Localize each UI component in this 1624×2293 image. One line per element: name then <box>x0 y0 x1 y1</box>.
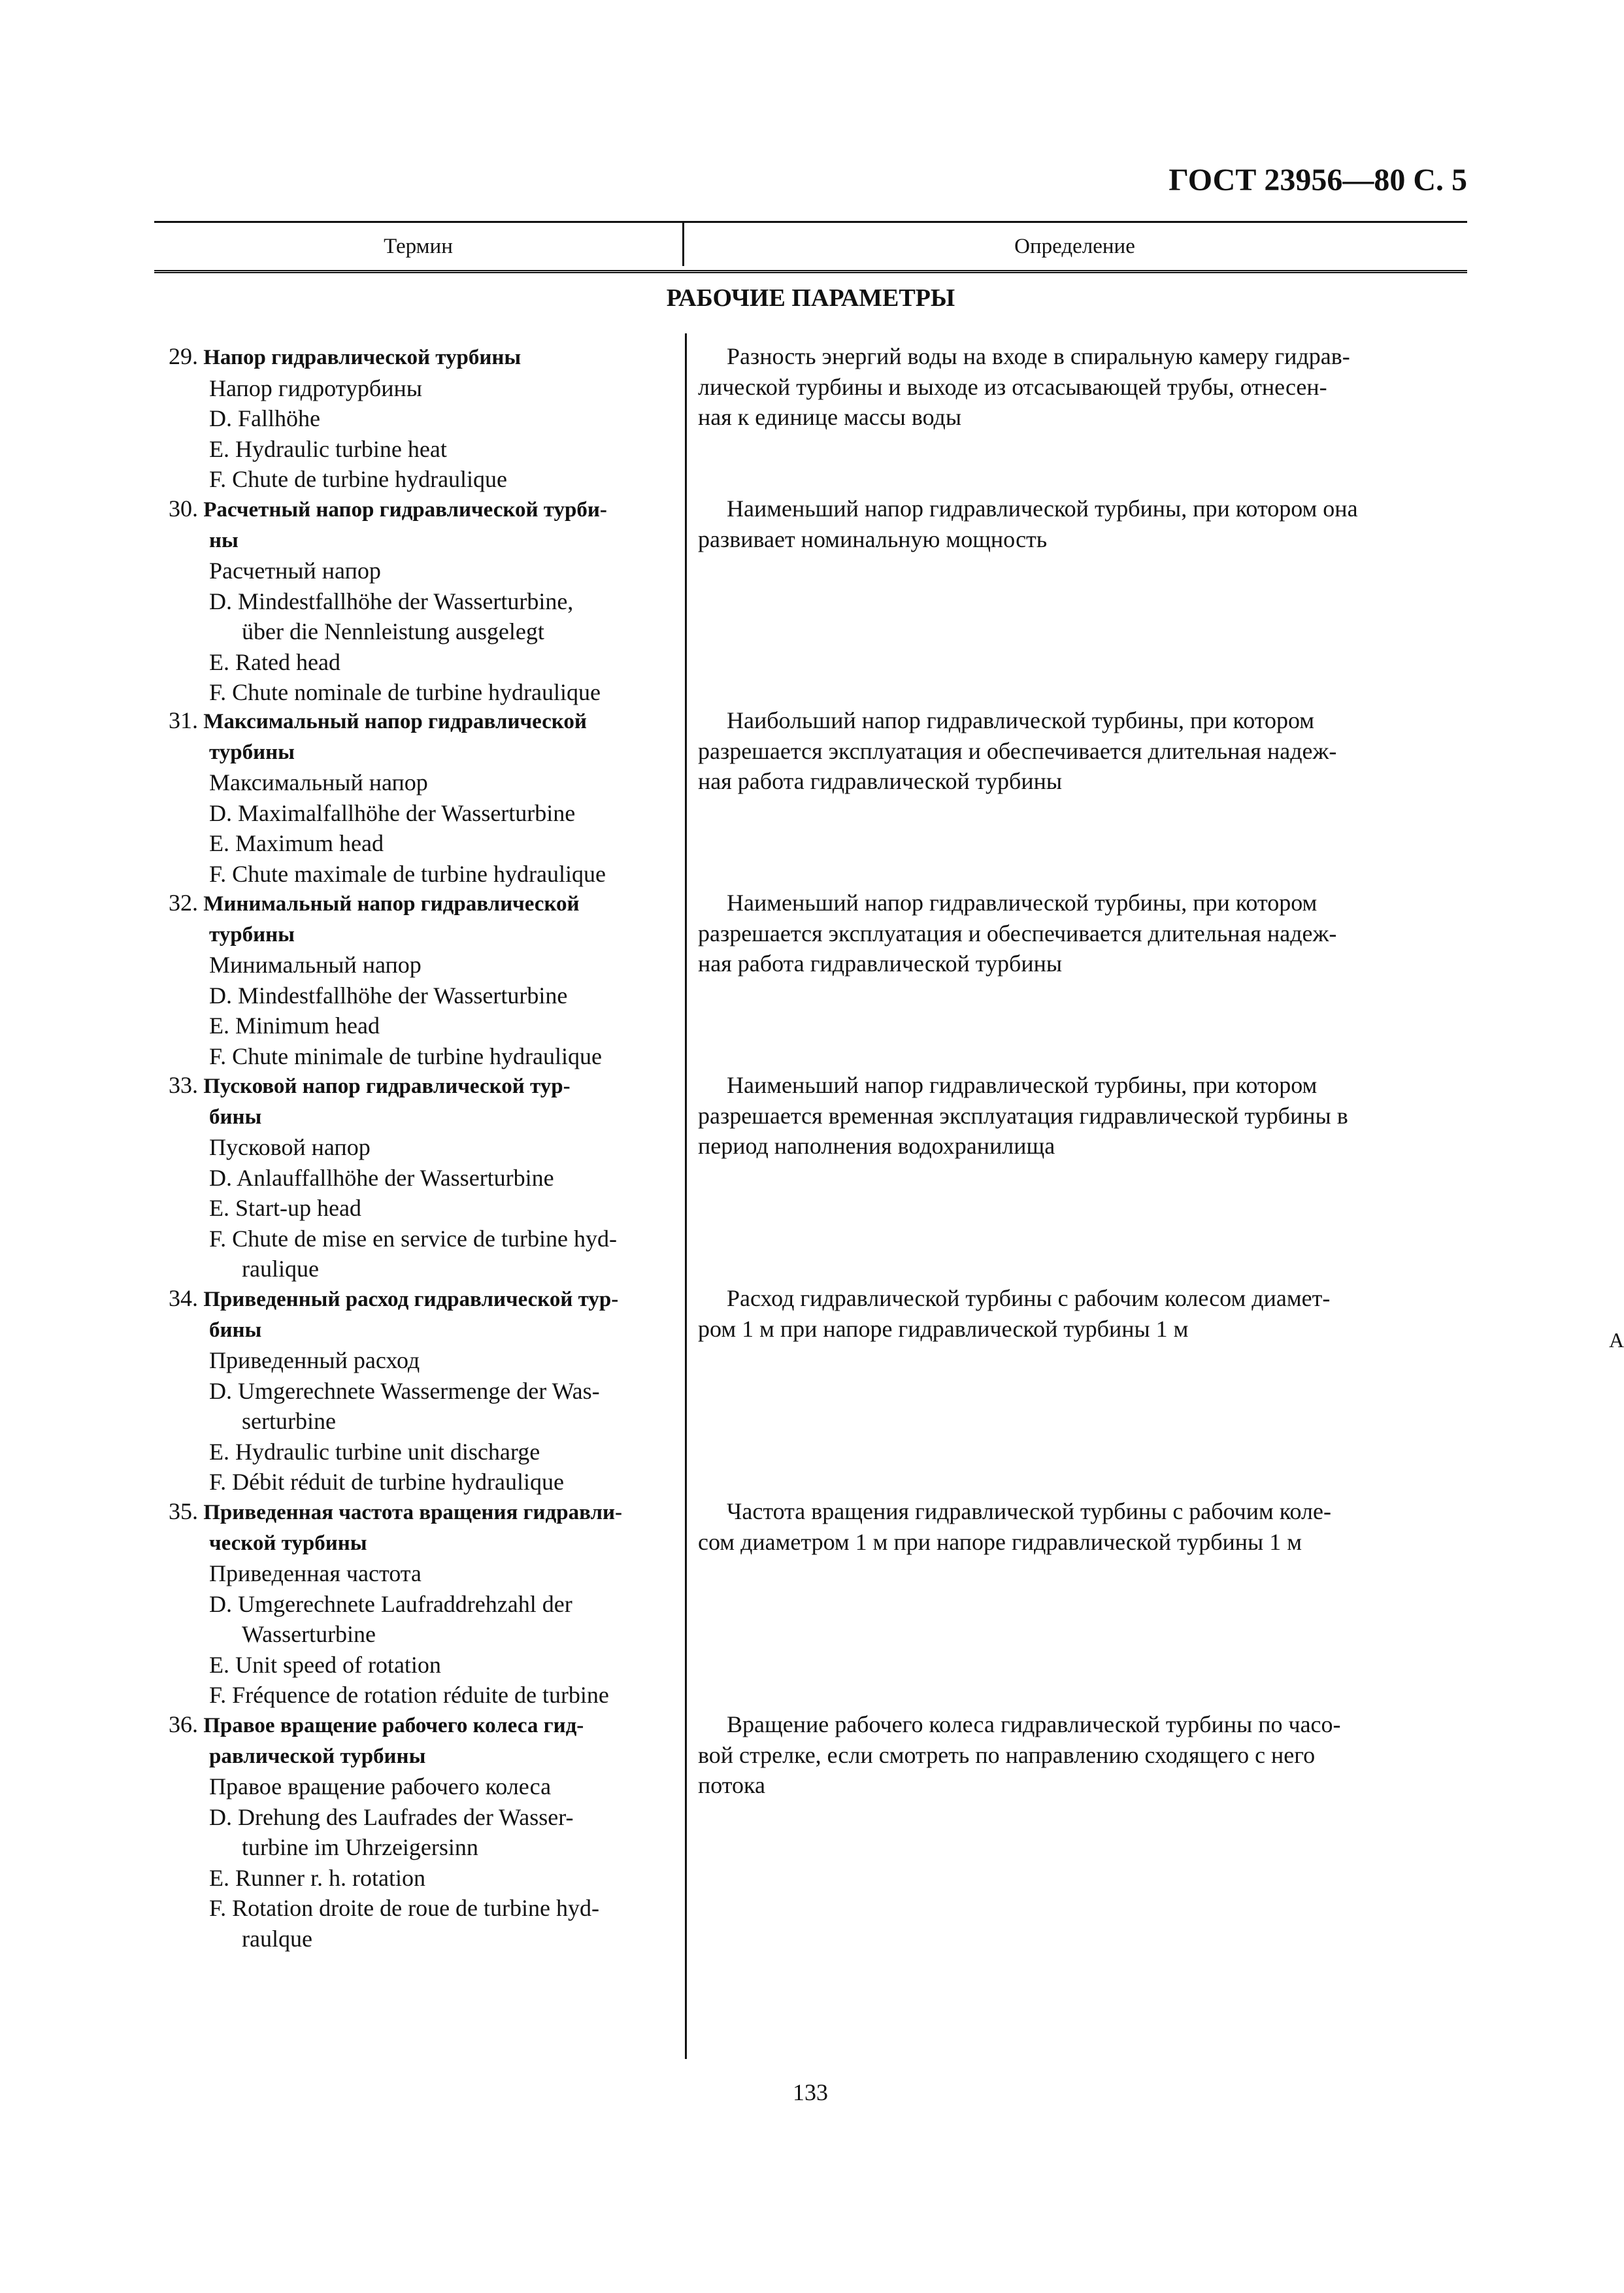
term-german: D. Drehung des Laufrades der Wasser- <box>209 1803 574 1830</box>
term-english: E. Unit speed of rotation <box>209 1651 441 1678</box>
term-column <box>169 1709 673 1954</box>
definition-line: лической турбины и выходе из отсасывающей трубы, отнесен- <box>698 373 1327 400</box>
term-number: 32. <box>169 890 198 916</box>
term-german-continued: serturbine <box>242 1408 336 1434</box>
term-main-line <box>169 341 673 373</box>
term-column <box>169 1283 673 1498</box>
term-name: Минимальный напор гидравлической <box>203 892 580 916</box>
term-number: 30. <box>169 495 198 522</box>
term-english: E. Hydraulic turbine heat <box>209 435 447 462</box>
term-synonym: Расчетный напор <box>209 558 381 584</box>
term-german: D. Fallhöhe <box>209 405 320 431</box>
definition-column <box>698 1709 1466 1801</box>
document-header: ГОСТ 23956—80 С. 5 <box>1168 163 1467 197</box>
definition-line: сом диаметром 1 м при напоре гидравлической турбины 1 м <box>698 1528 1302 1555</box>
term-name-continued: бины <box>209 1105 262 1129</box>
definition-line: разрешается временная эксплуатация гидравлической турбины в <box>698 1102 1348 1129</box>
definition-line: ная работа гидравлической турбины <box>698 950 1063 977</box>
term-french: F. Chute minimale de turbine hydraulique <box>209 1043 602 1069</box>
term-column <box>169 888 673 1071</box>
definition-line: Расход гидравлической турбины с рабочим колесом диамет- <box>727 1285 1331 1311</box>
term-french-continued: raulique <box>242 1256 319 1282</box>
definition-line: период наполнения водохранилища <box>698 1133 1055 1159</box>
term-german: D. Umgerechnete Wassermenge der Was- <box>209 1377 600 1404</box>
term-main-line <box>169 1709 673 1741</box>
term-name-continued: равлической турбины <box>209 1744 426 1768</box>
term-main-line <box>169 494 673 526</box>
term-synonym: Напор гидротурбины <box>209 375 422 401</box>
body-column-divider <box>685 333 687 2059</box>
term-english: E. Minimum head <box>209 1013 380 1039</box>
section-title: РАБОЧИЕ ПАРАМЕТРЫ <box>666 284 955 312</box>
term-name: Напор гидравлической турбины <box>203 346 522 369</box>
definition-line: Наименьший напор гидравлической турбины, при котором <box>727 890 1317 916</box>
term-synonym: Максимальный напор <box>209 769 428 795</box>
term-column <box>169 1496 673 1711</box>
term-name-continued: турбины <box>209 922 295 946</box>
term-synonym: Пусковой напор <box>209 1134 371 1160</box>
term-name-continued: ны <box>209 528 239 552</box>
term-german: D. Maximalfallhöhe der Wasserturbine <box>209 799 576 826</box>
term-main-line <box>169 1070 673 1102</box>
term-number: 33. <box>169 1072 198 1098</box>
term-german-continued: über die Nennleistung ausgelegt <box>242 618 544 644</box>
definition-line: разрешается эксплуатация и обеспечивается длительная надеж- <box>698 737 1337 764</box>
term-french: F. Fréquence de rotation réduite de turbine <box>209 1682 609 1708</box>
definition-line: Частота вращения гидравлической турбины с рабочим коле- <box>727 1498 1331 1524</box>
definition-column <box>698 341 1466 433</box>
term-french: F. Chute de turbine hydraulique <box>209 466 508 492</box>
definition-line: Вращение рабочего колеса гидравлической турбины по часо- <box>727 1711 1341 1737</box>
term-number: 29. <box>169 343 198 369</box>
page-number: 133 <box>793 2079 828 2105</box>
definition-line: развивает номинальную мощность <box>698 526 1048 552</box>
term-french: F. Rotation droite de roue de turbine hyd- <box>209 1895 599 1921</box>
term-column <box>169 494 673 708</box>
term-main-line <box>169 1496 673 1528</box>
term-synonym: Приведенная частота <box>209 1560 422 1586</box>
definition-line: разрешается эксплуатация и обеспечивается длительная надеж- <box>698 920 1337 946</box>
term-name: Максимальный напор гидравлической <box>203 710 587 733</box>
term-name-continued: бины <box>209 1318 262 1342</box>
term-column <box>169 705 673 889</box>
term-french-continued: raulque <box>242 1925 312 1952</box>
term-german-continued: Wasserturbine <box>242 1621 376 1647</box>
definition-line: Наибольший напор гидравлической турбины, при котором <box>727 707 1315 733</box>
term-number: 36. <box>169 1711 198 1737</box>
term-column <box>169 341 673 495</box>
term-german: D. Umgerechnete Laufraddrehzahl der <box>209 1590 572 1617</box>
term-english: E. Maximum head <box>209 830 384 856</box>
term-german: D. Anlauffallhöhe der Wasserturbine <box>209 1164 554 1191</box>
term-english: E. Rated head <box>209 648 340 675</box>
margin-mark: А <box>1609 1328 1624 1352</box>
term-german: D. Mindestfallhöhe der Wasserturbine, <box>209 588 574 614</box>
term-number: 34. <box>169 1285 198 1311</box>
definition-column <box>698 705 1466 797</box>
definition-column <box>698 1283 1466 1344</box>
term-french: F. Chute maximale de turbine hydraulique <box>209 860 606 887</box>
term-french: F. Chute nominale de turbine hydraulique <box>209 679 601 705</box>
term-number: 31. <box>169 707 198 733</box>
term-number: 35. <box>169 1498 198 1524</box>
definition-line: ром 1 м при напоре гидравлической турбины 1 м <box>698 1315 1189 1342</box>
term-name: Приведенный расход гидравлической тур- <box>203 1288 619 1311</box>
term-column <box>169 1070 673 1284</box>
term-main-line <box>169 705 673 737</box>
definition-line: Наименьший напор гидравлической турбины, при котором она <box>727 495 1358 522</box>
term-french: F. Chute de mise en service de turbine hyd- <box>209 1225 617 1252</box>
definition-line: потока <box>698 1772 765 1798</box>
term-synonym: Минимальный напор <box>209 952 422 978</box>
column-header-term: Термин <box>384 235 453 258</box>
table-header <box>154 221 1467 273</box>
definition-column <box>698 1496 1466 1557</box>
definition-line: ная работа гидравлической турбины <box>698 768 1063 794</box>
definition-line: ная к единице массы воды <box>698 404 962 430</box>
term-name: Правое вращение рабочего колеса гид- <box>203 1714 584 1737</box>
definition-column <box>698 494 1466 554</box>
term-name: Приведенная частота вращения гидравли- <box>203 1501 623 1524</box>
term-german: D. Mindestfallhöhe der Wasserturbine <box>209 982 568 1009</box>
definition-column <box>698 1070 1466 1162</box>
term-name-continued: ческой турбины <box>209 1531 367 1555</box>
definition-column <box>698 888 1466 979</box>
definition-line: вой стрелке, если смотреть по направлению сходящего с него <box>698 1741 1316 1768</box>
term-name: Пусковой напор гидравлической тур- <box>203 1075 571 1098</box>
term-main-line <box>169 1283 673 1315</box>
term-english: E. Runner r. h. rotation <box>209 1864 425 1891</box>
term-synonym: Приведенный расход <box>209 1347 420 1373</box>
column-header-definition: Определение <box>1014 235 1135 258</box>
term-name-continued: турбины <box>209 740 295 764</box>
term-german-continued: turbine im Uhrzeigersinn <box>242 1834 478 1860</box>
term-english: E. Hydraulic turbine unit discharge <box>209 1438 540 1465</box>
definition-line: Наименьший напор гидравлической турбины, при котором <box>727 1072 1317 1098</box>
term-english: E. Start-up head <box>209 1195 361 1221</box>
definition-line: Разность энергий воды на входе в спиральную камеру гидрав- <box>727 343 1350 369</box>
term-main-line <box>169 888 673 920</box>
term-french: F. Débit réduit de turbine hydraulique <box>209 1469 564 1495</box>
term-synonym: Правое вращение рабочего колеса <box>209 1773 552 1799</box>
term-name: Расчетный напор гидравлической турби- <box>203 498 607 522</box>
